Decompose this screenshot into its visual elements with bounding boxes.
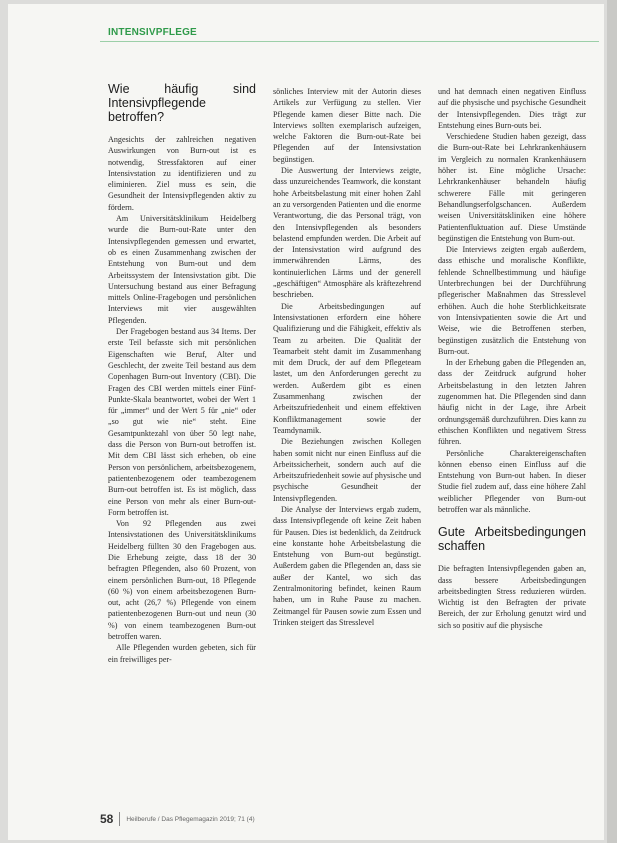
paragraph: Der Fragebogen bestand aus 34 Items. Der erste Teil befasste sich mit persönlichen Eigenschaften wie Beruf, Alter und Geschlecht, der zweite Teil bestand aus dem Copenhagen Burn-out Inventory (CBI). Die Fragen des CBI werden mittels einer Fünf-Punkte-Skala beantwortet, wobei der Wert 1 für „immer“ und der Wert 5 für „nie“ oder „so gut wie nie“ steht. Eine Gesamtpunktezahl von über 50 legt nahe, dass die Person von Burn-out betroffen ist. Mit dem CBI lässt sich erheben, ob eine Person von persönlichem, arbeitsbezogenem, patientenbezogenem oder teambezogenem Burn-out betroffen ist. Es ist möglich, dass eine Person von mehr als einer Burn-out-Form betroffen ist.: [108, 327, 256, 517]
paragraph: Die Auswertung der Interviews zeigte, dass unzureichendes Teamwork, die konstant hohe Arbeitsbelastung mit einer hohen Zahl an zu versorgenden Patienten und die enorme Verantwortung, die das Personal trägt, von den Intensivpflegenden als besonders belastend empfunden werden. Die Arbeit auf der Intensivstation wird aufgrund des immerwährenden Lärms, des kontinuierlichen Lärms und der generell „geschäftigen“ Atmosphäre als kräftezehrend beschrieben.: [273, 166, 421, 300]
journal-citation: Heilberufe / Das Pflegemagazin 2019; 71 (4): [126, 815, 255, 823]
page-footer: [100, 812, 255, 826]
article-column-1: [108, 82, 256, 665]
header-rule: [100, 41, 599, 42]
paragraph: In der Erhebung gaben die Pflegenden an, dass der Zeitdruck aufgrund hoher Arbeitsbelastung in den letzten Jahren zugenommen hat. Die Pflegenden sind dann häufig nicht in der Lage, ihre Arbeit ordnungsgemäß durchzuführen. Dies kann zu ethischen Konflikten und negativem Stress führen.: [438, 358, 586, 447]
paragraph: sönliches Interview mit der Autorin dieses Artikels zur Verfügung zu stellen. Vier Pflegende kamen dieser Bitte nach. Die Interviews sollten exemplarisch aufzeigen, welche Faktoren die Burn-out-Rate bei Pflegenden auf der Intensivstation begünstigen.: [273, 87, 421, 164]
paragraph: Die Interviews zeigten ergab außerdem, dass ethische und moralische Konflikte, fehlende Schnellbestimmung und häufige Unterbrechungen bei der Durchführung pflegerischer Maßnahmen das Stresslevel erhöhen. Auch die hohe Sterblichkeitsrate von Intensivpatienten sowie die Art und Weise, wie die Betroffenen sterben, begünstigen zusätzlich die Entstehung von Burn-out.: [438, 245, 586, 356]
section-heading: Gute Arbeitsbedingungen schaffen: [438, 525, 586, 554]
paragraph: Angesichts der zahlreichen negativen Auswirkungen von Burn-out ist es notwendig, Stressfaktoren auf einer Intensivstation zu identifizieren und zu eliminieren. Ziel muss es sein, die Gesundheit der Intensivpflegenden aktiv zu fördern.: [108, 135, 256, 212]
paragraph: Die Arbeitsbedingungen auf Intensivstationen erfordern eine höhere Qualifizierung und die Fähigkeit, effektiv als Team zu arbeiten. Die Qualität der Teamarbeit steht damit im Zusammenhang mit dem Druck, der auf dem Pflegeteam lastet, um den Anforderungen gerecht zu werden. Außerdem gibt es einen Zusammenhang zwischen der Arbeitszufriedenheit und einem effektiven Konfliktmanagement sowie der Teamdynamik.: [273, 301, 421, 435]
footer-divider: [119, 812, 120, 826]
page-binding-shadow: [607, 0, 617, 843]
paragraph: Die Analyse der Interviews ergab zudem, dass Intensivpflegende oft keine Zeit haben für Pausen. Dies ist bedenklich, da Zeitdruck eine konstante hohe Arbeitsbelastung die Entstehung von Burn-out begünstigt. Außerdem gaben die Pflegenden an, dass sie außer der Kantel, wo sich das Zentralmonitoring befindet, keinen Raum haben, um in Ruhe Pause zu machen. Zeitmangel für Pausen sowie zum Essen und Trinken steigert das Stresslevel: [273, 504, 421, 627]
paragraph: Am Universitätsklinikum Heidelberg wurde die Burn-out-Rate unter den Intensivpflegenden gemessen und erwartet, ob es einen Zusammenhang zwischen der Entstehung von Burn-out und dem Arbeitssystem der Intensivstation gibt. Die Untersuchung bestand aus einer Befragung mittels Online-Fragebogen und persönlichen Interviews mit vier ausgewählten Pflegenden.: [108, 214, 256, 325]
page-number: 58: [100, 812, 114, 826]
paragraph: Persönliche Charaktereigenschaften können ebenso einen Einfluss auf die Entstehung von Burn-out haben. In dieser Studie fiel zudem auf, dass eine höhere Zahl weiblicher Pflegender von Burn-out betroffen war als männliche.: [438, 448, 586, 514]
paragraph: Die Beziehungen zwischen Kollegen haben somit nicht nur einen Einfluss auf die Arbeitssicherheit, sondern auch auf die Arbeitszufriedenheit sowie auf physische und psychische Gesundheit der Intensivpflegenden.: [273, 437, 421, 503]
article-column-3: [438, 86, 586, 631]
section-heading: Wie häufig sind Intensivpflegende betroffen?: [108, 82, 256, 124]
paragraph: und hat demnach einen negativen Einfluss auf die physische und psychische Gesundheit der Intensivpflegenden. Dies trägt zur Entstehung eines Burn-outs bei.: [438, 87, 586, 130]
article-column-2: [273, 86, 421, 628]
section-label: INTENSIVPFLEGE: [108, 27, 197, 38]
paragraph: Alle Pflegenden wurden gebeten, sich für ein freiwilliges per-: [108, 643, 256, 664]
paragraph: Von 92 Pflegenden aus zwei Intensivstationen des Universitätsklinikums Heidelberg füllten 30 den Fragebogen aus. Die Erhebung zeigte, dass 18 der 30 befragten Pflegenden, also 60 Prozent, von einem persönlichen Burn-out, 18 Pflegende (60 %) von einem arbeitsbezogenen Burn-out, acht (26,7 %) Pflegende von einem patientenbezogenen Burn-out und neun (30 %) von einem teambezogenen Burn-out betroffen waren.: [108, 519, 256, 642]
paragraph: Die befragten Intensivpflegenden gaben an, dass bessere Arbeitsbedingungen arbeitsbedingten Stress reduzieren würden. Wichtig ist den Befragten der private Bereich, der zur Erholung genutzt wird und sich so positiv auf die physische: [438, 564, 586, 630]
paragraph: Verschiedene Studien haben gezeigt, dass die Burn-out-Rate bei Lehrkrankenhäusern im Vergleich zu normalen Krankenhäusern höher ist. Eine mögliche Ursache: Lehrkrankenhäuser behandeln häufig schwerere Fälle mit geringeren Behandlungserfolgschancen. Außerdem weisen Universitätskliniken eine höhere Patientenfluktuation auf. Diese Umstände begünstigen die Entstehung von Burn-out.: [438, 132, 586, 243]
